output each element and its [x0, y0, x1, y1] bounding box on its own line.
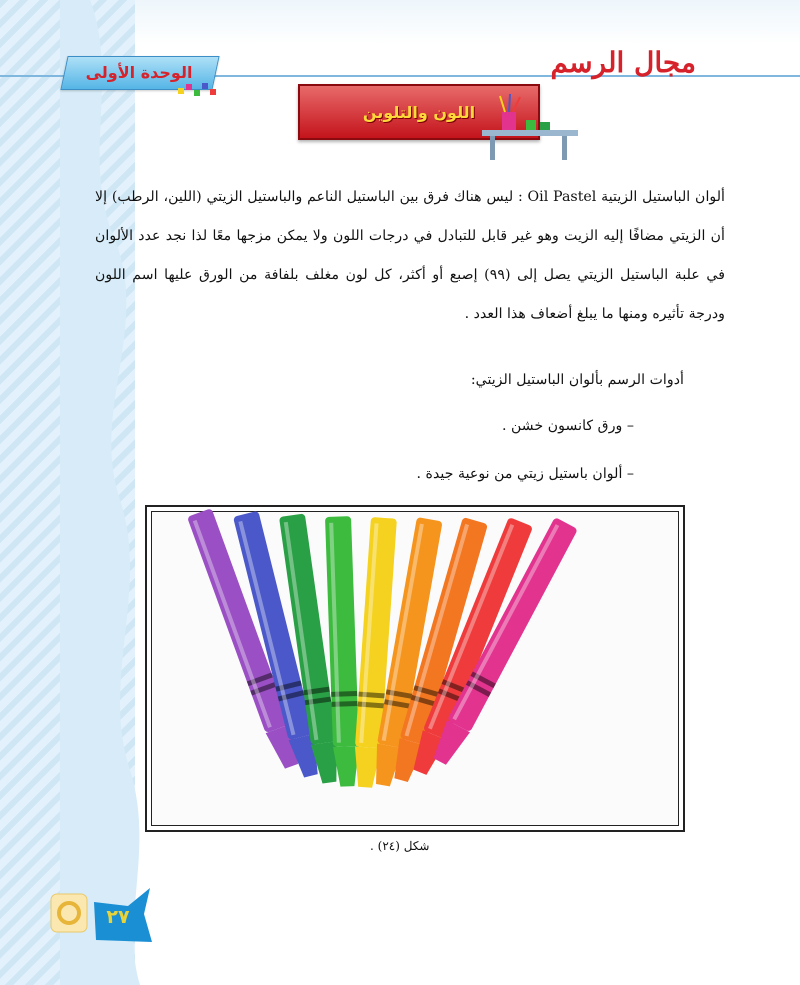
- tools-heading: أدوات الرسم بألوان الباستيل الزيتي:: [470, 372, 684, 388]
- art-desk-icon: [474, 92, 584, 162]
- figure-caption: شكل (٢٤) .: [370, 839, 430, 853]
- tool-item-paper: – ورق كانسون خشن .: [501, 418, 634, 434]
- tool-item-pastels: – ألوان باستيل زيتي من نوعية جيدة .: [416, 466, 634, 482]
- topic-banner-label: اللون والتلوين: [362, 102, 476, 122]
- page-number: ٢٧: [106, 906, 130, 928]
- crayons-photo: [145, 505, 685, 832]
- domain-title: مجال الرسم: [550, 46, 696, 79]
- wave-border: [60, 0, 170, 985]
- publisher-logo-icon: [50, 893, 88, 933]
- color-splash-icon: [176, 80, 222, 100]
- crayons-illustration: [147, 507, 679, 826]
- pastel-paragraph: ألوان الباستيل الزيتية Oil Pastel : ليس هناك فرق بين الباستيل الناعم والباستيل الزيتي (اللين، الرطب) إلا أن الزيتي مضافًا إليه الزيت وهو غير قابل للتبادل في درجات اللون ولا يمكن مزجها معًا لذا نجد عدد الألوان في علبة الباستيل الزيتي يصل إلى (٩٩) إصبع أو أكثر، كل لون مغلف بلفافة من الورق عليها اسم اللون ودرجة تأثيره ومنها ما يبلغ أضعاف هذا العدد .: [95, 189, 725, 322]
- unit-label: الوحدة الأولى: [85, 62, 193, 82]
